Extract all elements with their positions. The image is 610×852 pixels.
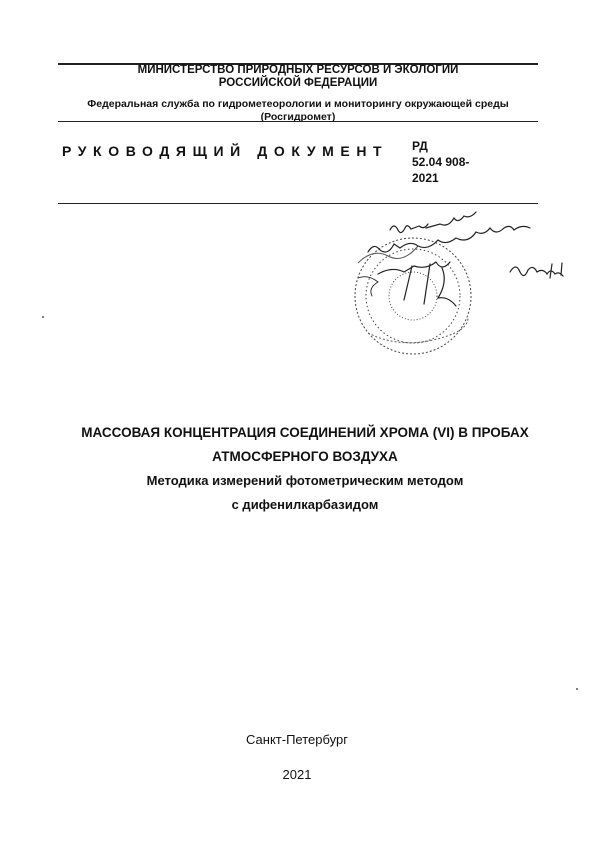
service-line-2: (Росгидромет) — [260, 110, 336, 123]
publication-city: Санкт-Петербург — [246, 732, 348, 747]
document-title — [40, 421, 570, 469]
scan-speck — [42, 316, 44, 318]
ministry-name — [58, 64, 538, 90]
ministry-line-1: МИНИСТЕРСТВО ПРИРОДНЫХ РЕСУРСОВ И ЭКОЛОГИИ — [137, 64, 459, 76]
seal-inner-ring — [366, 249, 460, 343]
signature-line-1 — [390, 212, 476, 233]
service-line-1: Федеральная служба по гидрометеорологии и мониторингу окружающей среды — [87, 98, 509, 110]
document-code-number: 52.04 908- — [412, 155, 470, 169]
document-subtitle — [40, 469, 570, 517]
document-type: РУКОВОДЯЩИЙ ДОКУМЕНТ — [62, 143, 389, 159]
title-line-2: АТМОСФЕРНОГО ВОЗДУХА — [212, 449, 398, 464]
subtitle-line-2: с дифенилкарбазидом — [231, 497, 379, 512]
publication-year: 2021 — [282, 767, 312, 782]
subtitle-line-1: Методика измерений фотометрическим методом — [146, 473, 464, 488]
header-bottom-rule — [58, 203, 538, 204]
seal-center — [389, 272, 437, 320]
document-code-prefix: РД — [412, 139, 428, 153]
document-code-year: 2021 — [412, 171, 439, 185]
signature-line-4 — [510, 263, 563, 278]
header-middle-rule — [58, 121, 538, 122]
service-name — [58, 98, 538, 123]
signature-stamp — [338, 208, 588, 368]
signature-line-2 — [368, 226, 530, 252]
title-line-1: МАССОВАЯ КОНЦЕНТРАЦИЯ СОЕДИНЕНИЙ ХРОМА (VI) В ПРОБАХ — [81, 425, 529, 440]
scan-speck — [576, 688, 578, 690]
ministry-line-2: РОССИЙСКОЙ ФЕДЕРАЦИИ — [218, 77, 378, 89]
document-code — [412, 138, 502, 186]
signature-line-3 — [378, 262, 456, 306]
